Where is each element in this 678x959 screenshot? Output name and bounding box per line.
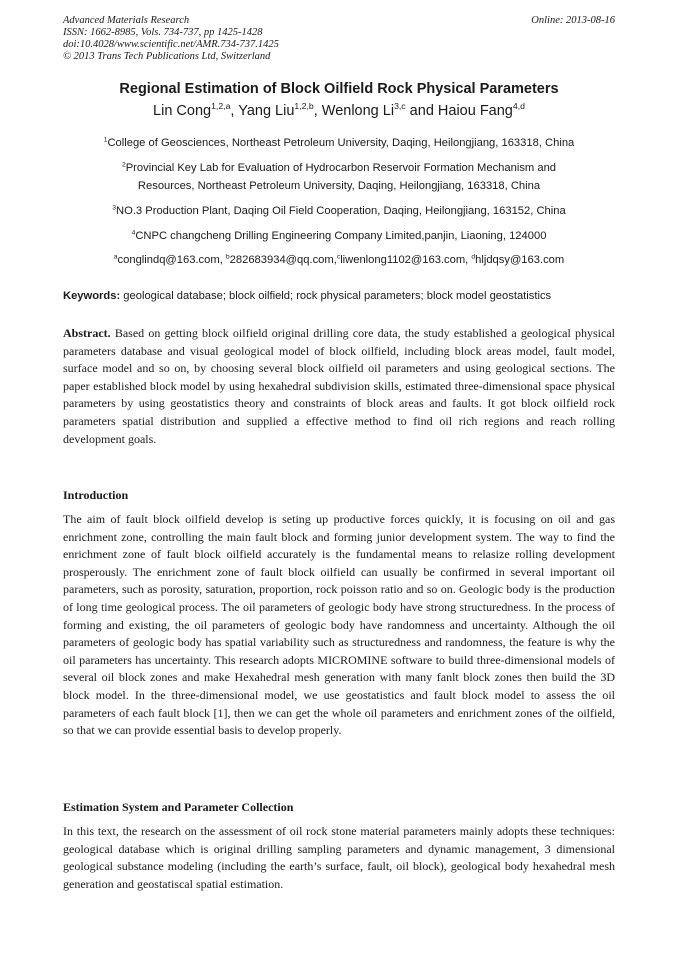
keywords-text: geological database; block oilfield; rock physical parameters; block model geostatistics (120, 290, 552, 302)
abstract (63, 325, 615, 448)
author-sup: 4,d (512, 101, 525, 112)
section-heading-introduction: Introduction (63, 488, 129, 502)
email-address: hljdqsy@163.com (475, 254, 565, 266)
affiliation-3 (40, 202, 638, 220)
keywords-label: Keywords: (63, 290, 121, 302)
affiliation-sup: 3 (112, 204, 117, 212)
author-sup: 1,2,b (294, 101, 314, 112)
affiliation-text: CNPC changcheng Drilling Engineering Company Limited,panjin, Liaoning, 124000 (135, 230, 547, 242)
email-address: liwenlong1102@163.com, (340, 254, 472, 266)
affiliation-sup: 2 (121, 161, 126, 169)
online-date: Online: 2013-08-16 (531, 15, 615, 26)
email-sup: b (225, 253, 230, 261)
section-heading-estimation: Estimation System and Parameter Collection (63, 800, 294, 814)
author-name: Yang Liu (238, 103, 295, 119)
affiliation-2 (100, 159, 578, 195)
affiliation-text: Provincial Key Lab for Evaluation of Hydrocarbon Reservoir Formation Mechanism and Resources, Northeast Petroleum University, Daqing, Heilongjiang, 163318, China (125, 162, 557, 192)
email-sup: d (471, 253, 476, 261)
author-sup: 1,2,a (211, 101, 231, 112)
abstract-label: Abstract. (63, 326, 111, 340)
paper-title: Regional Estimation of Block Oilfield Rock Physical Parameters (119, 81, 559, 97)
author-list (0, 103, 678, 119)
email-address: 282683934@qq.com, (229, 254, 337, 266)
section-text-estimation: In this text, the research on the assessment of oil rock stone material parameters mainly adopts these techniques: geological database which is original drilling sampling parameters and dynamic management, 3 dimensional geological substance modeling (including the earth’s surface, fault, oil block), geological body hexahedral mesh generation and geostatiscal spatial estimation. (63, 824, 615, 891)
author-name: Lin Cong (153, 103, 212, 119)
keywords (63, 290, 623, 302)
author-name: Haiou Fang (437, 103, 513, 119)
author-sep: and (405, 103, 438, 119)
author-sep: , (313, 103, 322, 119)
author-sep: , (230, 103, 239, 119)
author-name: Wenlong Li (321, 103, 395, 119)
affiliation-sup: 1 (103, 136, 108, 144)
email-sup: a (113, 253, 118, 261)
affiliation-text: College of Geosciences, Northeast Petroleum University, Daqing, Heilongjiang, 163318, China (107, 137, 575, 149)
email-list (40, 251, 638, 269)
section-text-introduction: The aim of fault block oilfield develop is seting up productive forces quickly, it is focusing on oil and gas enrichment zone, controlling the main fault block and forming junior development system. The way to find the enrichment zone of fault block oilfield accurately is the fundamental means to relasize rolling development prosperously. The enrichment zone of fault block oilfield can usually be confirmed in several important oil parameters, such as porosity, saturation, proportion, rock poisson ratio and so on. Geologic body is the production of long time geological process. The oil parameters of geologic body have strong structuredness. In the process of forming and existing, the oil parameters of geologic body have randomness and uncertainty. Although the oil parameters of geologic body has spatial variability such as structuredness and randomness, the feature is why the oil parameters has uncertainty. This research adopts MICROMINE software to build three-dimensional models of several oil block zones and make Hexahedral mesh generation with many fanlt block zones then build the 3D block model. In the three-dimensional model, we use geostatistics and fault block model to assess the oil parameters of each fault block [1], then we can get the whole oil parameters and enrichment zones of the oilfield, so that we can provide essential basis to develop properly. (63, 512, 615, 738)
affiliation-text: NO.3 Production Plant, Daqing Oil Field Cooperation, Daqing, Heilongjiang, 163152, China (116, 205, 566, 217)
issn-line: ISSN: 1662-8985, Vols. 734-737, pp 1425-1428 (63, 27, 263, 38)
affiliation-1 (40, 134, 638, 152)
email-sup: c (336, 253, 341, 261)
affiliation-sup: 4 (131, 229, 136, 237)
doi-line: doi:10.4028/www.scientific.net/AMR.734-737.1425 (63, 39, 279, 50)
abstract-text: Based on getting block oilfield original drilling core data, the study established a geological physical parameters database and visual geological model of block oilfield, including block areas model, fault model, surface model and so on, by choosing several block oilfield oil parameters and using geological sections. The paper established block model by using hexahedral subdivision skills, estimated three-dimensional space physical parameters by using geostatistics theory and constraints of block areas and faults. It got block oilfield rock parameters spatial distribution and supplied a effective method to find oil rich regions and reach rolling development goals. (63, 326, 615, 446)
email-address: conglindq@163.com, (117, 254, 226, 266)
journal-header (63, 15, 279, 63)
copyright-line: © 2013 Trans Tech Publications Ltd, Switzerland (63, 51, 271, 62)
journal-name: Advanced Materials Research (63, 15, 190, 26)
author-sup: 3,c (394, 101, 406, 112)
affiliation-4 (40, 227, 638, 245)
